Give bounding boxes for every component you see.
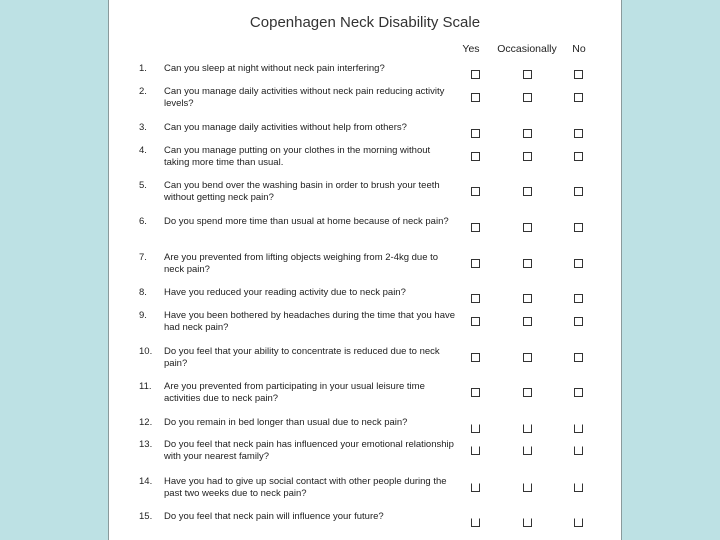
question-number: 15. <box>139 511 153 522</box>
checkbox-no[interactable] <box>574 424 583 433</box>
checkbox-yes[interactable] <box>471 353 480 362</box>
question-number: 11. <box>139 381 152 392</box>
question-number: 6. <box>139 216 147 227</box>
column-header-no: No <box>572 43 586 55</box>
question-text: Have you been bothered by headaches during the time that you have had neck pain? <box>164 310 456 333</box>
question-number: 14. <box>139 476 153 487</box>
question-number: 1. <box>139 63 147 74</box>
checkbox-yes[interactable] <box>471 187 480 196</box>
checkbox-no[interactable] <box>574 93 583 102</box>
checkbox-occasionally[interactable] <box>523 353 532 362</box>
checkbox-no[interactable] <box>574 483 583 492</box>
question-number: 5. <box>139 180 147 191</box>
question-text: Do you spend more time than usual at home because of neck pain? <box>164 216 449 227</box>
checkbox-occasionally[interactable] <box>523 388 532 397</box>
question-number: 3. <box>139 122 147 133</box>
checkbox-yes[interactable] <box>471 93 480 102</box>
checkbox-yes[interactable] <box>471 424 480 433</box>
checkbox-no[interactable] <box>574 317 583 326</box>
checkbox-yes[interactable] <box>471 152 480 161</box>
question-text: Can you manage daily activities without help from others? <box>164 122 407 133</box>
form-title: Copenhagen Neck Disability Scale <box>249 14 481 31</box>
question-number: 2. <box>139 86 147 97</box>
question-text: Can you sleep at night without neck pain interfering? <box>164 63 385 74</box>
question-number: 10. <box>139 346 153 357</box>
checkbox-occasionally[interactable] <box>523 70 532 79</box>
form-sheet <box>108 0 622 540</box>
question-text: Are you prevented from participating in your usual leisure time activities due to neck pain? <box>164 381 425 404</box>
checkbox-no[interactable] <box>574 518 583 527</box>
checkbox-yes[interactable] <box>471 388 480 397</box>
checkbox-occasionally[interactable] <box>523 317 532 326</box>
checkbox-occasionally[interactable] <box>523 424 532 433</box>
checkbox-yes[interactable] <box>471 70 480 79</box>
checkbox-occasionally[interactable] <box>523 152 532 161</box>
question-text: Have you reduced your reading activity due to neck pain? <box>164 287 406 298</box>
column-header-occasionally: Occasionally <box>497 43 557 55</box>
checkbox-no[interactable] <box>574 446 583 455</box>
question-text: Do you feel that neck pain will influence your future? <box>164 511 384 522</box>
checkbox-occasionally[interactable] <box>523 129 532 138</box>
checkbox-no[interactable] <box>574 129 583 138</box>
question-number: 4. <box>139 145 147 156</box>
question-number: 13. <box>139 439 153 450</box>
question-text: Do you feel that neck pain has influenced your emotional relationship with your nearest family? <box>164 439 454 462</box>
checkbox-yes[interactable] <box>471 129 480 138</box>
checkbox-yes[interactable] <box>471 223 480 232</box>
checkbox-no[interactable] <box>574 223 583 232</box>
question-text: Are you prevented from lifting objects weighing from 2-4kg due to neck pain? <box>164 252 439 275</box>
question-number: 12. <box>139 417 153 428</box>
checkbox-yes[interactable] <box>471 317 480 326</box>
checkbox-yes[interactable] <box>471 483 480 492</box>
checkbox-no[interactable] <box>574 353 583 362</box>
question-number: 7. <box>139 252 147 263</box>
checkbox-no[interactable] <box>574 187 583 196</box>
checkbox-no[interactable] <box>574 152 583 161</box>
question-text: Have you had to give up social contact with other people during the past two weeks due to neck pain? <box>164 476 447 499</box>
question-number: 9. <box>139 310 147 321</box>
checkbox-occasionally[interactable] <box>523 518 532 527</box>
question-text: Can you manage putting on your clothes in the morning without taking more time than usual. <box>164 145 431 168</box>
checkbox-yes[interactable] <box>471 518 480 527</box>
question-text: Do you remain in bed longer than usual due to neck pain? <box>164 417 408 428</box>
checkbox-occasionally[interactable] <box>523 259 532 268</box>
checkbox-no[interactable] <box>574 70 583 79</box>
checkbox-yes[interactable] <box>471 259 480 268</box>
checkbox-no[interactable] <box>574 294 583 303</box>
question-text: Do you feel that your ability to concentrate is reduced due to neck pain? <box>164 346 440 369</box>
checkbox-occasionally[interactable] <box>523 187 532 196</box>
checkbox-no[interactable] <box>574 388 583 397</box>
checkbox-yes[interactable] <box>471 294 480 303</box>
checkbox-occasionally[interactable] <box>523 483 532 492</box>
checkbox-no[interactable] <box>574 259 583 268</box>
column-header-yes: Yes <box>462 43 480 55</box>
question-text: Can you manage daily activities without neck pain reducing activity levels? <box>164 86 445 109</box>
question-text: Can you bend over the washing basin in order to brush your teeth without getting neck pain? <box>164 180 440 203</box>
checkbox-occasionally[interactable] <box>523 93 532 102</box>
checkbox-occasionally[interactable] <box>523 446 532 455</box>
question-number: 8. <box>139 287 147 298</box>
checkbox-yes[interactable] <box>471 446 480 455</box>
checkbox-occasionally[interactable] <box>523 223 532 232</box>
checkbox-occasionally[interactable] <box>523 294 532 303</box>
